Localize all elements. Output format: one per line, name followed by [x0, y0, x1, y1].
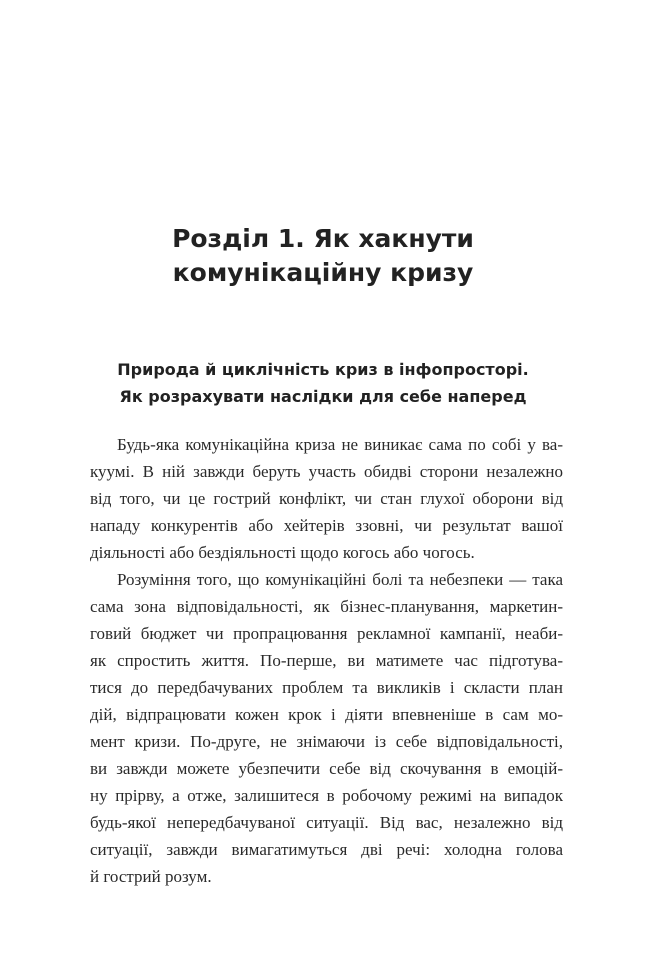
paragraph-line: Розуміння того, що комунікаційні болі та небезпеки — така [117, 570, 563, 589]
paragraph-line: Будь-яка комунікаційна криза не виникає сама по собі у ва- [117, 435, 563, 454]
paragraph-line: дій, відпрацювати кожен крок і діяти впевненіше в сам мо- [90, 705, 563, 724]
paragraph-line: куумі. В ній завжди беруть участь обидві сторони незалежно [90, 462, 563, 481]
paragraph-line: ви завжди можете убезпечити себе від скочування в емоцій- [90, 759, 563, 778]
body-text [90, 431, 563, 890]
section-title-line: Як розрахувати наслідки для себе наперед [119, 387, 527, 406]
section-title [0, 356, 646, 410]
paragraph-line: діяльності або бездіяльності щодо когось або чогось. [90, 543, 475, 562]
paragraph-line: тися до передбачуваних проблем та викликів і скласти план [90, 678, 563, 697]
paragraph-line: сама зона відповідальності, як бізнес-планування, маркетин- [90, 597, 563, 616]
paragraph-line: нападу конкурентів або хейтерів ззовні, чи результат вашої [90, 516, 563, 535]
paragraph-line: як спростить життя. По-перше, ви матимете час підготува- [90, 651, 563, 670]
paragraph-line: будь-якої непередбачуваної ситуації. Від вас, незалежно від [90, 813, 563, 832]
paragraph-line: від того, чи це гострий конфлікт, чи стан глухої оборони від [90, 489, 563, 508]
paragraph-line: ну прірву, а отже, залишитеся в робочому режимі на випадок [90, 786, 563, 805]
section-title-line: Природа й циклічність криз в інфопросторі. [117, 360, 529, 379]
paragraph-line: й гострий розум. [90, 867, 212, 886]
chapter-title-line: Розділ 1. Як хакнути [172, 224, 474, 253]
paragraph-line: говий бюджет чи пропрацювання рекламної кампанії, неаби- [90, 624, 563, 643]
paragraph-line: мент кризи. По-друге, не знімаючи із себе відповідальності, [90, 732, 563, 751]
paragraph [90, 566, 563, 890]
chapter-title [0, 222, 646, 290]
paragraph-line: ситуації, завжди вимагатимуться дві речі: холодна голова [90, 840, 563, 859]
paragraph [90, 431, 563, 566]
chapter-title-line: комунікаційну кризу [172, 258, 474, 287]
